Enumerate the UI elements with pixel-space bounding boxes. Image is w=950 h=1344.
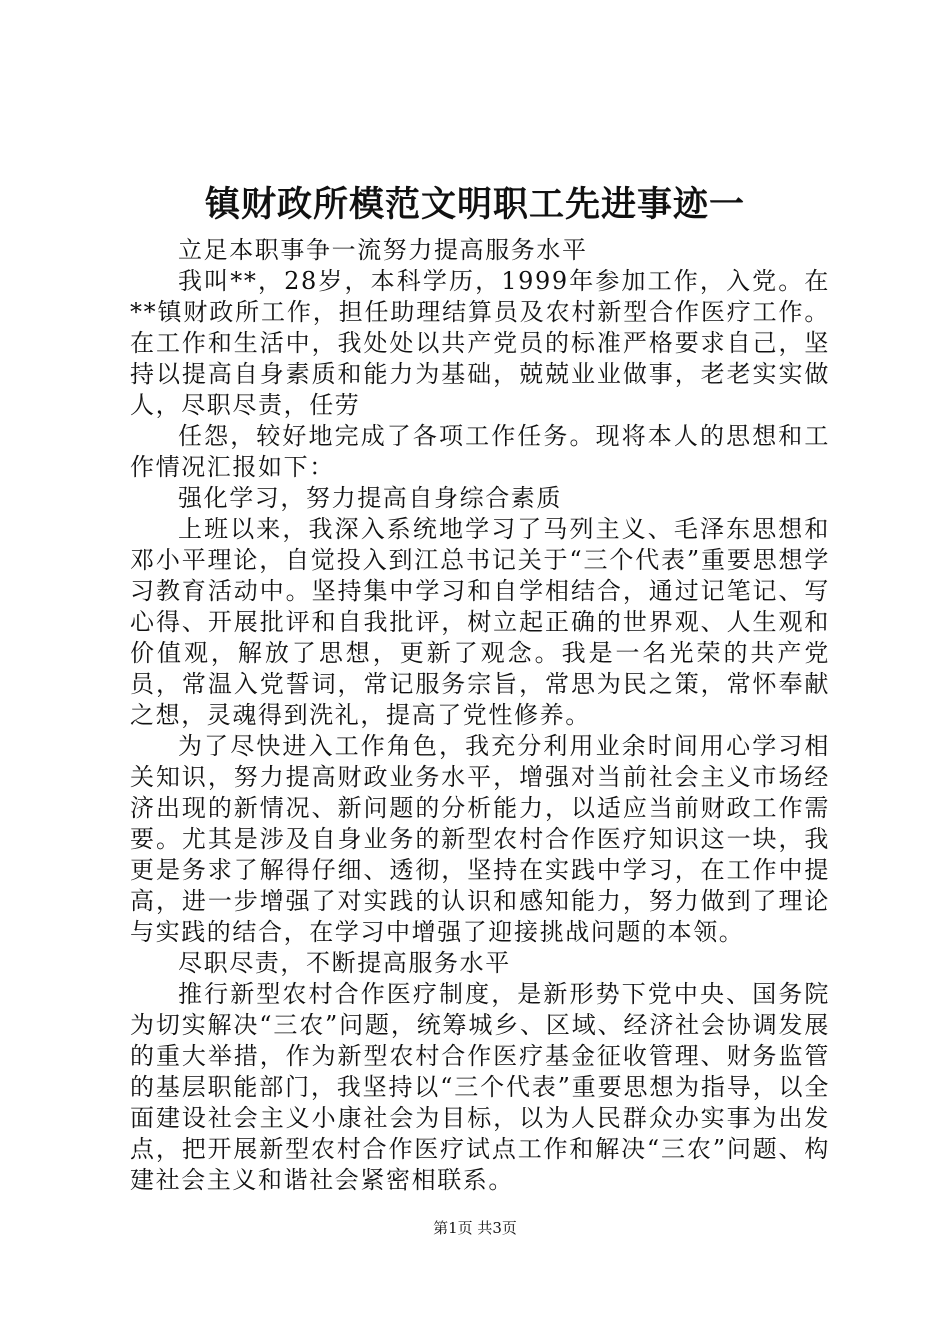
- subheading-paragraph: 尽职尽责，不断提高服务水平: [178, 949, 511, 977]
- body-paragraph: 推行新型农村合作医疗制度，是新形势下党中央、国务院为切实解决“三农”问题，统筹城乡、区域、经济社会协调发展的重大举措，作为新型农村合作医疗基金征收管理、财务监管的基层职能部门，我坚持以“三个代表”重要思想为指导，以全面建设社会主义小康社会为目标，以为人民群众办实事为出发点，把开展新型农村合作医疗试点工作和解决“三农”问题、构建社会主义和谐社会紧密相联系。: [130, 980, 830, 1194]
- subheading-paragraph: 强化学习，努力提高自身综合素质: [178, 484, 562, 512]
- body-paragraph: 我叫**，28岁，本科学历，1999年参加工作，入党。在**镇财政所工作，担任助理结算员及农村新型合作医疗工作。在工作和生活中，我处处以共产党员的标准严格要求自己，坚持以提高自身素质和能力为基础，兢兢业业做事，老老实实做人，尽职尽责，任劳: [130, 267, 830, 419]
- body-paragraph: 任怨，较好地完成了各项工作任务。现将本人的思想和工作情况汇报如下：: [130, 422, 830, 481]
- body-paragraph: 为了尽快进入工作角色，我充分利用业余时间用心学习相关知识，努力提高财政业务水平，增强对当前社会主义市场经济出现的新情况、新问题的分析能力，以适应当前财政工作需要。尤其是涉及自身业务的新型农村合作医疗知识这一块，我更是务求了解得仔细、透彻，坚持在实践中学习，在工作中提高，进一步增强了对实践的认识和感知能力，努力做到了理论与实践的结合，在学习中增强了迎接挑战问题的本领。: [130, 732, 830, 946]
- document-body: [130, 235, 830, 1196]
- page-number-footer: 第1页 共3页: [433, 1219, 517, 1237]
- subheading-paragraph: 立足本职事争一流努力提高服务水平: [178, 236, 588, 264]
- body-paragraph: 上班以来，我深入系统地学习了马列主义、毛泽东思想和邓小平理论，自觉投入到江总书记关于“三个代表”重要思想学习教育活动中。坚持集中学习和自学相结合，通过记笔记、写心得、开展批评和自我批评，树立起正确的世界观、人生观和价值观，解放了思想，更新了观念。我是一名光荣的共产党员，常温入党誓词，常记服务宗旨，常思为民之策，常怀奉献之想，灵魂得到洗礼，提高了党性修养。: [130, 515, 830, 729]
- document-title: 镇财政所模范文明职工先进事迹一: [204, 184, 745, 225]
